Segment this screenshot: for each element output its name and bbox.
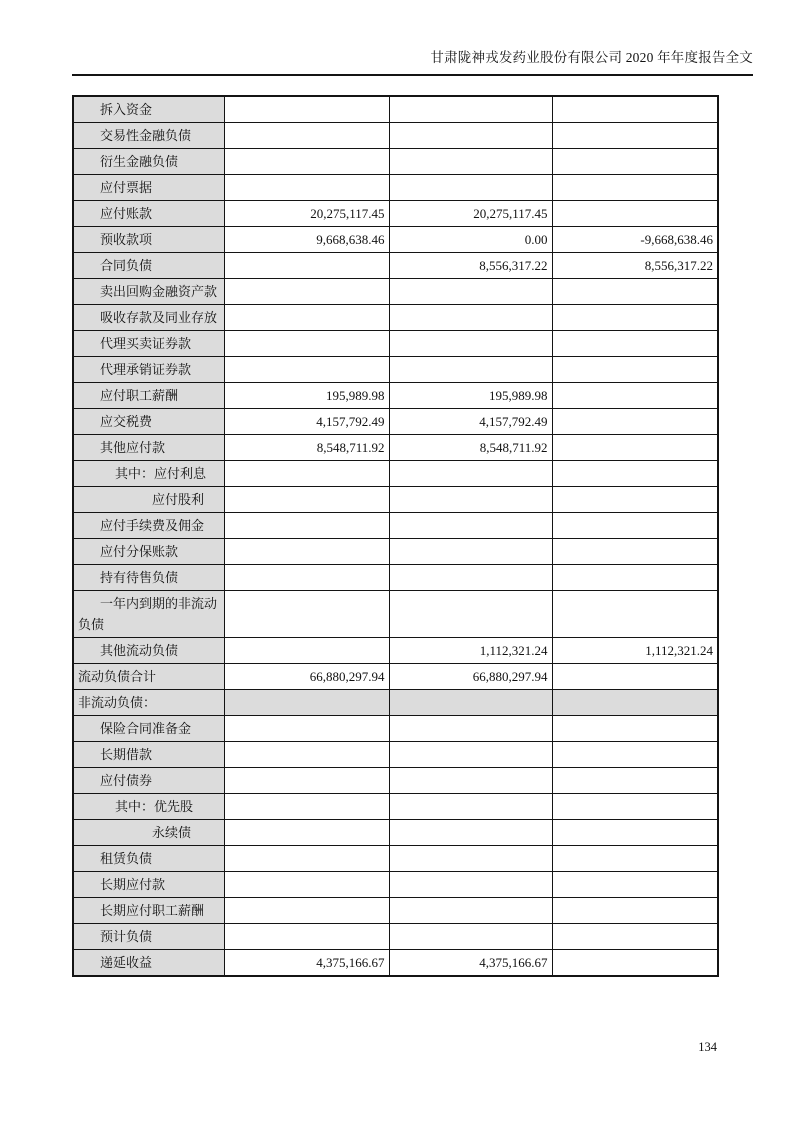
row-value-col3 (552, 487, 718, 513)
row-value-col3 (552, 742, 718, 768)
row-label: 应付账款 (73, 201, 224, 227)
row-label: 应付手续费及佣金 (73, 513, 224, 539)
row-value-col2 (389, 539, 552, 565)
table-row (73, 383, 718, 409)
row-value-col1 (224, 279, 389, 305)
table-row (73, 794, 718, 820)
row-value-col2 (389, 924, 552, 950)
row-value-col2 (389, 331, 552, 357)
row-value-col3 (552, 565, 718, 591)
table-row (73, 539, 718, 565)
row-value-col1 (224, 305, 389, 331)
row-value-col2 (389, 820, 552, 846)
row-value-col2: 0.00 (389, 227, 552, 253)
row-label: 永续债 (73, 820, 224, 846)
row-value-col3 (552, 794, 718, 820)
row-label: 预计负债 (73, 924, 224, 950)
table-row (73, 331, 718, 357)
row-value-col1 (224, 846, 389, 872)
row-label: 代理承销证券款 (73, 357, 224, 383)
row-label: 交易性金融负债 (73, 123, 224, 149)
row-value-col3 (552, 175, 718, 201)
row-label: 应交税费 (73, 409, 224, 435)
row-value-col3 (552, 305, 718, 331)
table-row (73, 950, 718, 977)
row-label: 应付分保账款 (73, 539, 224, 565)
row-value-col2 (389, 149, 552, 175)
row-value-col2: 4,157,792.49 (389, 409, 552, 435)
table-row (73, 565, 718, 591)
table-row (73, 175, 718, 201)
table-row (73, 487, 718, 513)
row-value-col3 (552, 383, 718, 409)
table-row (73, 742, 718, 768)
table-row (73, 149, 718, 175)
row-value-col1: 9,668,638.46 (224, 227, 389, 253)
row-label: 递延收益 (73, 950, 224, 977)
row-value-col2 (389, 487, 552, 513)
table-row (73, 924, 718, 950)
row-value-col2 (389, 279, 552, 305)
table-row (73, 513, 718, 539)
row-value-col2: 8,548,711.92 (389, 435, 552, 461)
row-value-col2 (389, 716, 552, 742)
row-label: 应付股利 (73, 487, 224, 513)
row-value-col2: 66,880,297.94 (389, 664, 552, 690)
row-value-col3 (552, 409, 718, 435)
row-label: 持有待售负债 (73, 565, 224, 591)
row-value-col1 (224, 820, 389, 846)
row-value-col2 (389, 768, 552, 794)
table-row (73, 820, 718, 846)
table-row (73, 898, 718, 924)
row-value-col1 (224, 123, 389, 149)
row-label: 应付票据 (73, 175, 224, 201)
table-row (73, 638, 718, 664)
row-value-col1: 66,880,297.94 (224, 664, 389, 690)
row-value-col3: 1,112,321.24 (552, 638, 718, 664)
row-value-col3 (552, 201, 718, 227)
row-value-col1 (224, 253, 389, 279)
row-label: 其他流动负债 (73, 638, 224, 664)
row-value-col1: 20,275,117.45 (224, 201, 389, 227)
row-value-col2 (389, 565, 552, 591)
row-value-col3 (552, 357, 718, 383)
row-label: 长期应付款 (73, 872, 224, 898)
row-value-col1 (224, 96, 389, 123)
row-value-col2: 1,112,321.24 (389, 638, 552, 664)
page-number: 134 (698, 1040, 717, 1054)
row-value-col1 (224, 638, 389, 664)
row-value-col1 (224, 742, 389, 768)
row-value-col3 (552, 872, 718, 898)
row-value-col1: 4,375,166.67 (224, 950, 389, 977)
row-value-col2: 4,375,166.67 (389, 950, 552, 977)
row-label: 非流动负债： (73, 690, 224, 716)
row-value-col1 (224, 539, 389, 565)
row-value-col3 (552, 950, 718, 977)
row-value-col3: -9,668,638.46 (552, 227, 718, 253)
table-row (73, 768, 718, 794)
table-row (73, 305, 718, 331)
row-value-col1 (224, 794, 389, 820)
row-value-col1: 4,157,792.49 (224, 409, 389, 435)
row-value-col3 (552, 924, 718, 950)
row-value-col3 (552, 461, 718, 487)
row-value-col2 (389, 513, 552, 539)
row-value-col1 (224, 690, 389, 716)
row-label: 合同负债 (73, 253, 224, 279)
row-label: 衍生金融负债 (73, 149, 224, 175)
row-value-col3 (552, 664, 718, 690)
row-label: 代理买卖证券款 (73, 331, 224, 357)
row-label: 应付债券 (73, 768, 224, 794)
row-value-col1 (224, 924, 389, 950)
row-value-col2 (389, 591, 552, 638)
row-value-col1 (224, 513, 389, 539)
row-value-col3 (552, 123, 718, 149)
row-label: 预收款项 (73, 227, 224, 253)
row-value-col1 (224, 149, 389, 175)
table-row (73, 357, 718, 383)
row-value-col1 (224, 716, 389, 742)
row-value-col1 (224, 331, 389, 357)
row-value-col2 (389, 305, 552, 331)
table-body (73, 96, 718, 976)
table-row (73, 96, 718, 123)
row-value-col3 (552, 513, 718, 539)
row-value-col3 (552, 716, 718, 742)
row-value-col1 (224, 898, 389, 924)
row-value-col1 (224, 872, 389, 898)
row-value-col2: 20,275,117.45 (389, 201, 552, 227)
row-value-col3 (552, 690, 718, 716)
row-value-col2: 8,556,317.22 (389, 253, 552, 279)
row-value-col3 (552, 846, 718, 872)
table-row (73, 872, 718, 898)
row-value-col1 (224, 175, 389, 201)
row-value-col3 (552, 898, 718, 924)
row-value-col2 (389, 123, 552, 149)
row-value-col1: 8,548,711.92 (224, 435, 389, 461)
table-row (73, 409, 718, 435)
row-value-col2 (389, 96, 552, 123)
row-value-col3: 8,556,317.22 (552, 253, 718, 279)
row-value-col2 (389, 872, 552, 898)
row-value-col2 (389, 461, 552, 487)
row-value-col1 (224, 487, 389, 513)
row-label: 长期借款 (73, 742, 224, 768)
row-label: 长期应付职工薪酬 (73, 898, 224, 924)
row-value-col1 (224, 591, 389, 638)
row-label: 其他应付款 (73, 435, 224, 461)
table-row (73, 690, 718, 716)
row-value-col3 (552, 149, 718, 175)
row-value-col2: 195,989.98 (389, 383, 552, 409)
row-value-col3 (552, 96, 718, 123)
row-label: 租赁负债 (73, 846, 224, 872)
table-row (73, 227, 718, 253)
row-value-col1 (224, 565, 389, 591)
row-label: 一年内到期的非流动负债 (73, 591, 224, 638)
row-value-col1 (224, 357, 389, 383)
table-row (73, 279, 718, 305)
table-row (73, 716, 718, 742)
table-row (73, 461, 718, 487)
balance-sheet-liabilities-table (72, 95, 719, 977)
row-value-col3 (552, 331, 718, 357)
row-label: 保险合同准备金 (73, 716, 224, 742)
row-value-col1 (224, 461, 389, 487)
row-value-col3 (552, 820, 718, 846)
row-value-col1: 195,989.98 (224, 383, 389, 409)
row-value-col2 (389, 690, 552, 716)
row-value-col1 (224, 768, 389, 794)
row-value-col3 (552, 591, 718, 638)
row-label: 流动负债合计 (73, 664, 224, 690)
row-label: 其中：应付利息 (73, 461, 224, 487)
table-row (73, 201, 718, 227)
row-value-col3 (552, 279, 718, 305)
row-value-col2 (389, 175, 552, 201)
row-label: 吸收存款及同业存放 (73, 305, 224, 331)
row-value-col2 (389, 742, 552, 768)
row-label: 拆入资金 (73, 96, 224, 123)
row-value-col2 (389, 357, 552, 383)
table-row (73, 846, 718, 872)
row-value-col3 (552, 768, 718, 794)
row-label: 应付职工薪酬 (73, 383, 224, 409)
table-row (73, 591, 718, 638)
table-row (73, 435, 718, 461)
row-label: 其中：优先股 (73, 794, 224, 820)
row-label: 卖出回购金融资产款 (73, 279, 224, 305)
row-value-col2 (389, 794, 552, 820)
table-row (73, 123, 718, 149)
row-value-col3 (552, 435, 718, 461)
table-row (73, 253, 718, 279)
row-value-col3 (552, 539, 718, 565)
table-row (73, 664, 718, 690)
row-value-col2 (389, 846, 552, 872)
report-header-title: 甘肃陇神戎发药业股份有限公司 2020 年年度报告全文 (72, 46, 753, 76)
row-value-col2 (389, 898, 552, 924)
